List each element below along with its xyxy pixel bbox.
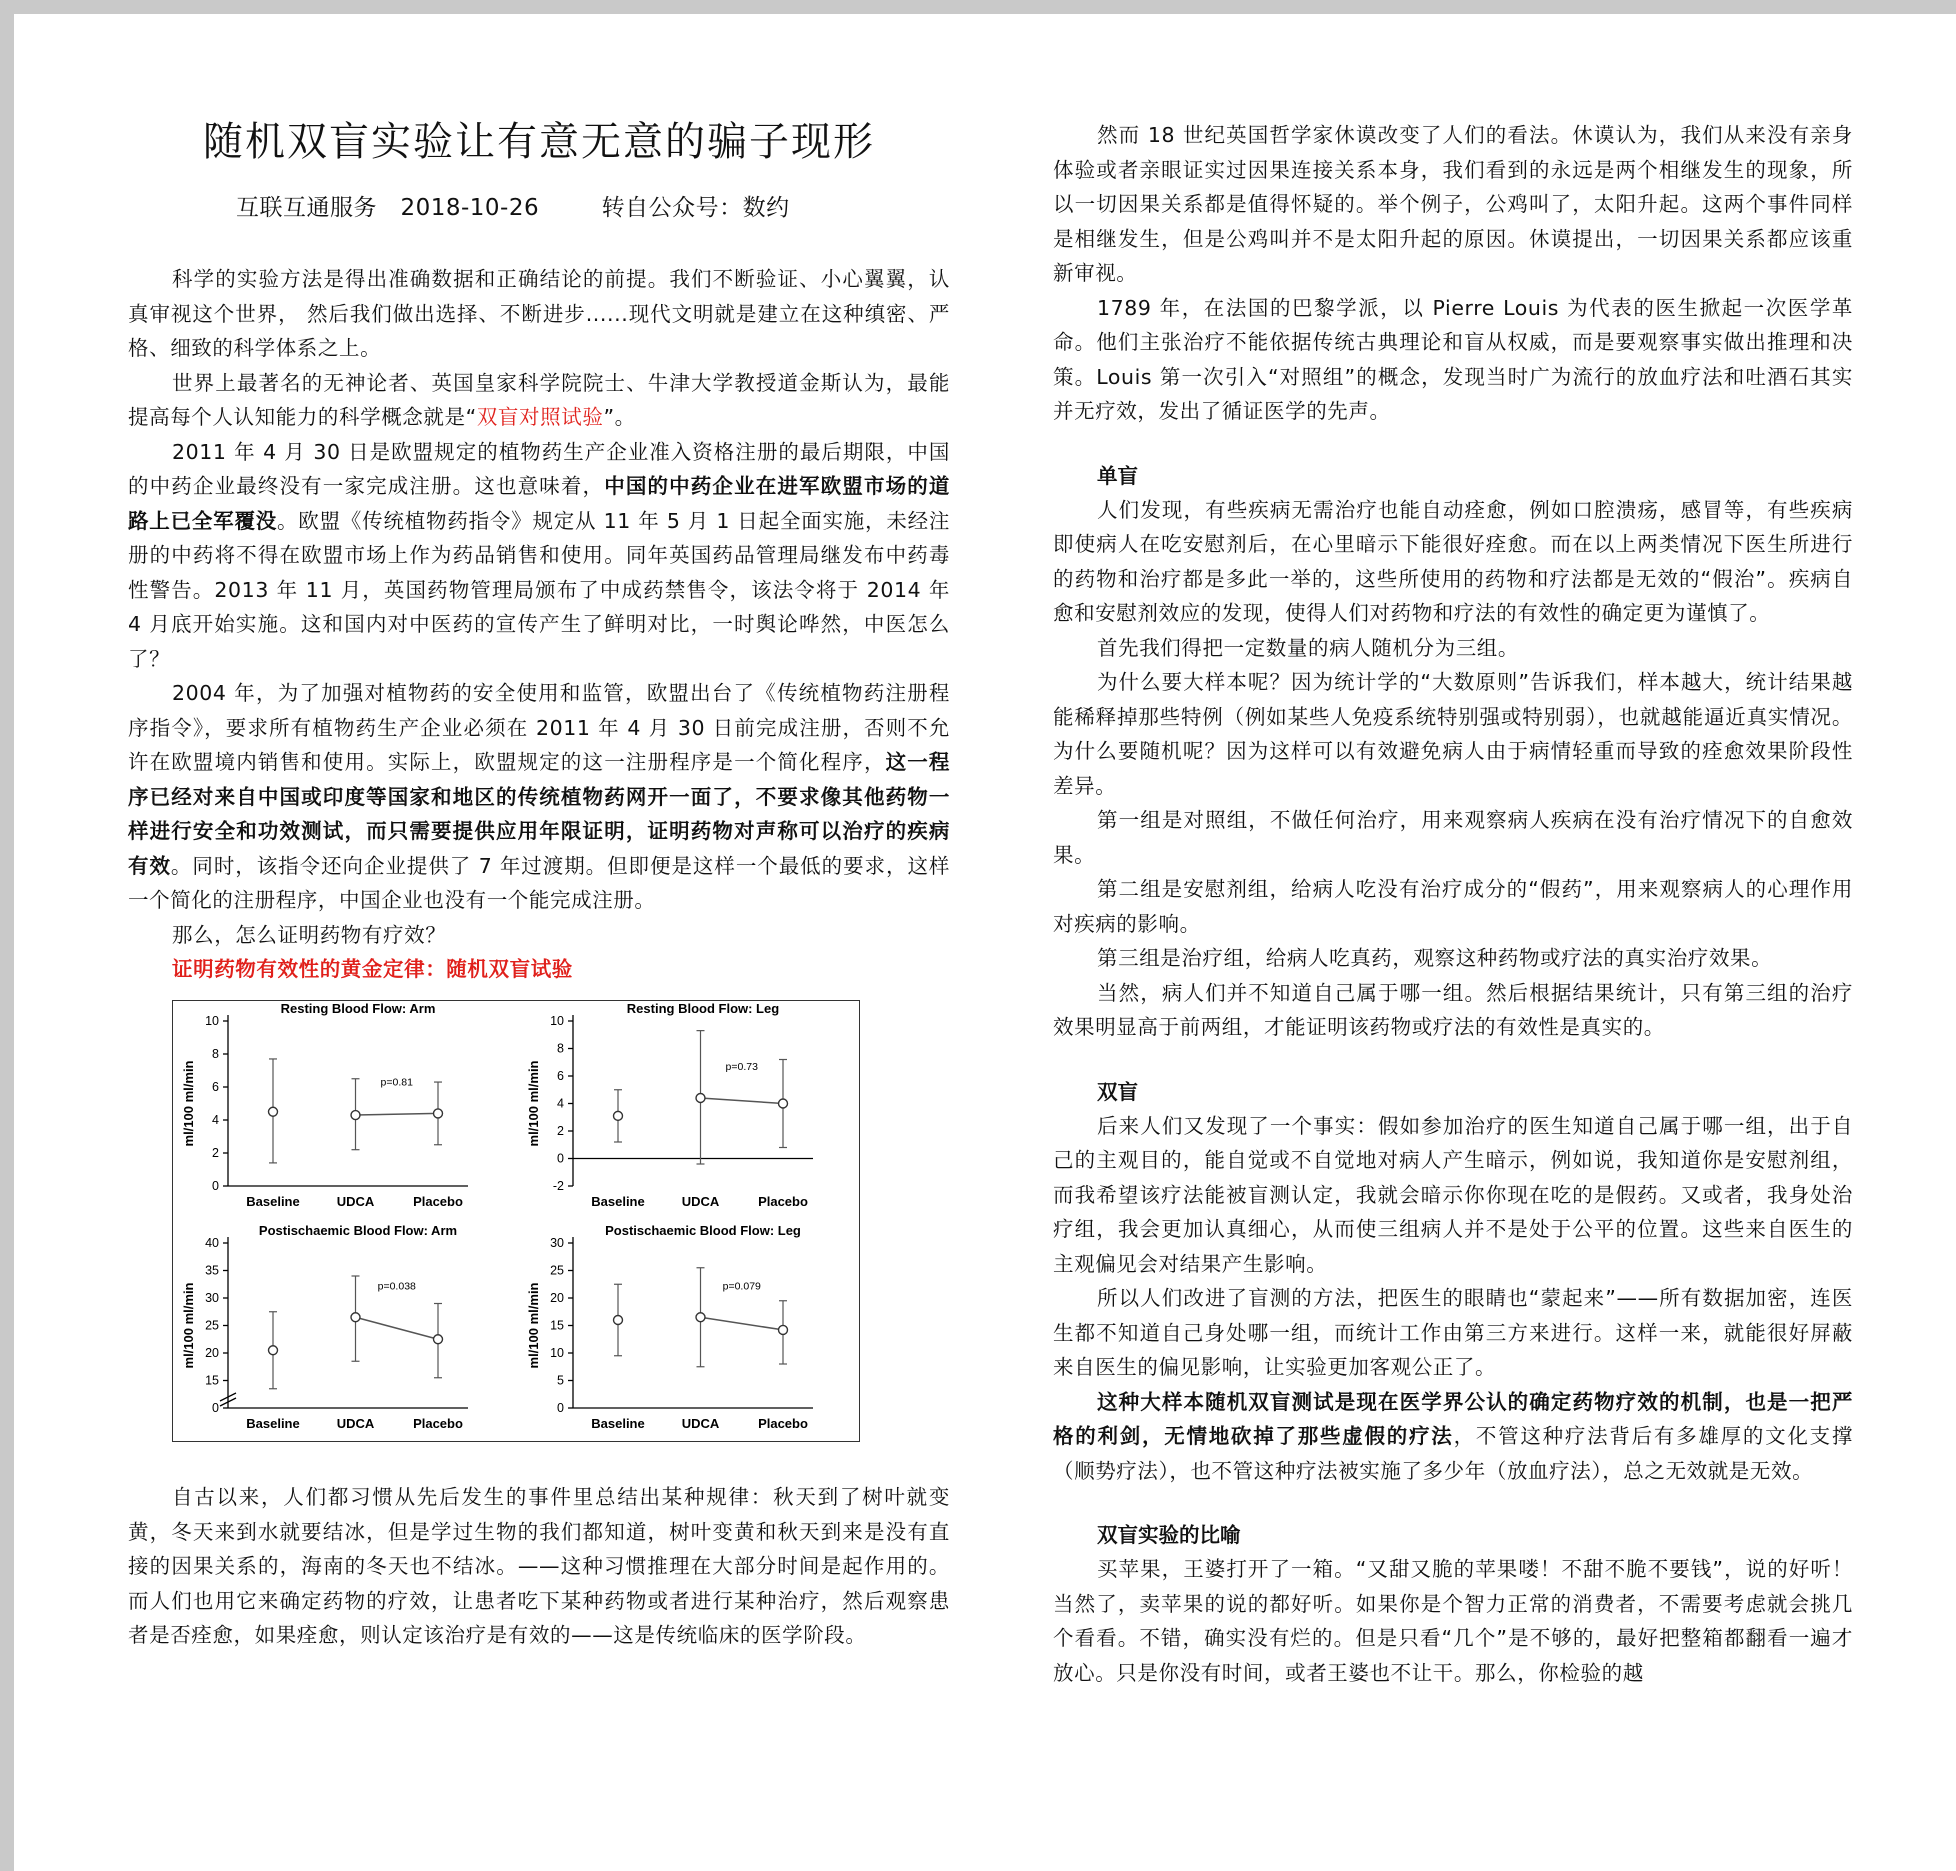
text-run: ，不管这种疗法背后有多雄厚的文化支撑（顺势疗法），也不管这种疗法被实施了多少年（放血疗法），总之无效就是无效。 bbox=[1053, 1424, 1853, 1483]
section-heading-double-blind: 双盲 bbox=[1097, 1079, 1138, 1104]
chart-title: Resting Blood Flow: Arm bbox=[280, 1001, 436, 1016]
y-tick-label: 40 bbox=[205, 1236, 219, 1250]
article-meta bbox=[128, 189, 950, 222]
chart-title: Postischaemic Blood Flow: Leg bbox=[605, 1223, 801, 1238]
y-tick-label: 4 bbox=[557, 1096, 564, 1111]
y-tick-label: 30 bbox=[205, 1291, 219, 1305]
paragraph: 第三组是治疗组，给病人吃真药，观察这种药物或疗法的真实治疗效果。 bbox=[1097, 946, 1773, 970]
source-name: 互联互通服务 bbox=[236, 195, 377, 221]
data-point bbox=[779, 1325, 788, 1334]
x-category-label: Baseline bbox=[591, 1416, 645, 1431]
paragraph: 后来人们又发现了一个事实：假如参加治疗的医生知道自己属于哪一组，出于自己的主观目的，能自觉或不自觉地对病人产生暗示，例如说，我知道你是安慰剂组，而我希望该疗法能被盲测认定，我就会暗示你你现在吃的是假药。又或者，我身处治疗组，我会更加认真细心，从而使三组病人并不是处于公平的位置。这些来自医生的主观偏见会对结果产生影响。 bbox=[1053, 1113, 1853, 1276]
bold-text: 这种大样本随机双盲测试是现在医学界公认的确定药物疗效的机制，也是一把严格的利剑，无情地砍掉了那些虚假的疗法 bbox=[1053, 1389, 1853, 1448]
paragraph bbox=[128, 366, 950, 435]
section-heading-analogy: 双盲实验的比喻 bbox=[1097, 1523, 1241, 1547]
data-point bbox=[434, 1335, 443, 1344]
y-tick-label: 8 bbox=[557, 1041, 564, 1056]
x-category-label: UDCA bbox=[336, 1416, 375, 1431]
x-category-label: Baseline bbox=[591, 1194, 645, 1209]
y-axis-label: ml/100 ml/min bbox=[181, 1282, 196, 1369]
data-point bbox=[614, 1316, 623, 1325]
y-tick-label: 35 bbox=[205, 1263, 219, 1278]
paragraph bbox=[1053, 1385, 1853, 1489]
y-tick-label: 10 bbox=[550, 1014, 564, 1028]
paragraph: 当然，病人们并不知道自己属于哪一组。然后根据结果统计，只有第三组的治疗效果明显高于前两组，才能证明该药物或疗法的有效性是真实的。 bbox=[1053, 980, 1853, 1039]
paragraph: 那么，怎么证明药物有疗效？ bbox=[172, 922, 447, 947]
document-page bbox=[14, 14, 1956, 1871]
paragraph: 然而 18 世纪英国哲学家休谟改变了人们的看法。休谟认为，我们从来没有亲身体验或者亲眼证实过因果连接关系本身，我们看到的永远是两个相继发生的现象，所以一切因果关系都是值得怀疑的。举个例子，公鸡叫了，太阳升起。这两个事件同样是相继发生，但是公鸡叫并不是太阳升起的原因。休谟提出，一切因果关系都应该重新审视。 bbox=[1053, 123, 1853, 285]
connector-line bbox=[701, 1317, 784, 1330]
y-tick-label: 8 bbox=[212, 1047, 219, 1061]
chart-panel bbox=[181, 1001, 468, 1209]
x-category-label: UDCA bbox=[681, 1416, 720, 1431]
left-column bbox=[128, 110, 950, 1653]
publish-date: 2018-10-26 bbox=[400, 195, 540, 221]
x-category-label: UDCA bbox=[681, 1194, 720, 1209]
y-tick-label: -2 bbox=[552, 1179, 564, 1193]
x-category-label: Placebo bbox=[758, 1416, 808, 1431]
y-tick-label: 10 bbox=[550, 1346, 564, 1360]
y-tick-label: 5 bbox=[557, 1373, 564, 1388]
y-tick-label: 10 bbox=[205, 1014, 219, 1028]
x-category-label: Placebo bbox=[413, 1194, 463, 1209]
paragraph: 所以人们改进了盲测的方法，把医生的眼睛也“蒙起来”——所有数据加密，连医生都不知道自己身处哪一组，而统计工作由第三方来进行。这样一来，就能很好屏蔽来自医生的偏见影响，让实验更加客观公正了。 bbox=[1053, 1286, 1853, 1379]
bold-text: 这一程序已经对来自中国或印度等国家和地区的传统植物药网开一面了，不要求像其他药物一样进行安全和功效测试，而只需要提供应用年限证明，证明药物对声称可以治疗的疾病有效 bbox=[128, 750, 950, 878]
paragraph: 首先我们得把一定数量的病人随机分为三组。 bbox=[1097, 635, 1519, 660]
x-category-label: UDCA bbox=[336, 1194, 375, 1209]
highlight-double-blind: 双盲对照试验 bbox=[476, 405, 604, 429]
paragraph bbox=[128, 435, 950, 677]
y-tick-label: 6 bbox=[557, 1069, 564, 1083]
chart-panel bbox=[181, 1223, 468, 1431]
connector-line bbox=[356, 1317, 439, 1339]
y-tick-label: 20 bbox=[205, 1346, 219, 1360]
chart-title: Resting Blood Flow: Leg bbox=[626, 1001, 780, 1016]
data-point bbox=[614, 1111, 623, 1120]
paragraph: 科学的实验方法是得出准确数据和正确结论的前提。我们不断验证、小心翼翼，认真审视这个世界， 然后我们做出选择、不断进步......现代文明就是建立在这种缜密、严格、细致的科学体系之上。 bbox=[128, 267, 950, 360]
y-tick-label: 0 bbox=[212, 1179, 219, 1193]
connector-line bbox=[356, 1113, 439, 1115]
x-category-label: Placebo bbox=[758, 1194, 808, 1209]
data-point bbox=[269, 1346, 278, 1355]
paragraph: 1789 年，在法国的巴黎学派，以 Pierre Louis 为代表的医生掀起一次医学革命。他们主张治疗不能依据传统古典理论和盲从权威，而是要观察事实做出推理和决策。Louis 第一次引入“对照组”的概念，发现当时广为流行的放血疗法和吐酒石其实并无疗效，发出了循证医学的先声。 bbox=[1053, 295, 1853, 423]
connector-line bbox=[701, 1098, 784, 1104]
y-axis-label: ml/100 ml/min bbox=[181, 1060, 196, 1147]
y-tick-label: 15 bbox=[550, 1318, 564, 1333]
y-tick-label: 2 bbox=[212, 1146, 219, 1160]
p-value-label: p=0.079 bbox=[722, 1280, 761, 1293]
right-column bbox=[1053, 118, 1853, 1690]
section-heading-single-blind: 单盲 bbox=[1097, 463, 1138, 488]
y-tick-label: 0 bbox=[212, 1401, 219, 1415]
y-tick-label: 0 bbox=[557, 1401, 564, 1415]
y-axis-label: ml/100 ml/min bbox=[526, 1282, 541, 1369]
red-heading: 证明药物有效性的黄金定律：随机双盲试验 bbox=[172, 957, 573, 981]
paragraph bbox=[128, 676, 950, 918]
y-tick-label: 25 bbox=[205, 1318, 219, 1333]
y-tick-label: 20 bbox=[550, 1291, 564, 1305]
paragraph: 自古以来，人们都习惯从先后发生的事件里总结出某种规律：秋天到了树叶就变黄，冬天来到水就要结冰，但是学过生物的我们都知道，树叶变黄和秋天到来是没有直接的因果关系的，海南的冬天也不结冰。——这种习惯推理在大部分时间是起作用的。而人们也用它来确定药物的疗效，让患者吃下某种药物或者进行某种治疗，然后观察患者是否痊愈，如果痊愈，则认定该治疗是有效的——这是传统临床的医学阶段。 bbox=[128, 1485, 950, 1647]
paragraph: 为什么要大样本呢？因为统计学的“大数原则”告诉我们，样本越大，统计结果越能稀释掉那些特例（例如某些人免疫系统特别强或特别弱），也就越能逼近真实情况。为什么要随机呢？因为这样可以有效避免病人由于病情轻重而导致的痊愈效果阶段性差异。 bbox=[1053, 670, 1853, 798]
data-point bbox=[269, 1107, 278, 1116]
data-point bbox=[696, 1094, 705, 1103]
data-point bbox=[696, 1313, 705, 1322]
p-value-label: p=0.73 bbox=[725, 1061, 758, 1073]
bold-text: 中国的中药企业在进军欧盟市场的道路上已全军覆没 bbox=[128, 474, 950, 533]
y-tick-label: 0 bbox=[557, 1151, 564, 1166]
y-tick-label: 25 bbox=[550, 1263, 564, 1278]
x-category-label: Baseline bbox=[246, 1194, 300, 1209]
data-point bbox=[351, 1111, 360, 1120]
page-title: 随机双盲实验让有意无意的骗子现形 bbox=[203, 119, 875, 165]
chart-panel bbox=[526, 1223, 813, 1431]
blood-flow-figure bbox=[172, 1000, 860, 1442]
text-run: ”。 bbox=[603, 405, 636, 429]
text-run: 世界上最著名的无神论者、英国皇家科学院院士、牛津大学教授道金斯认为，最能提高每个人认知能力的科学概念就是“ bbox=[128, 370, 950, 429]
y-tick-label: 6 bbox=[212, 1080, 219, 1094]
data-point bbox=[351, 1313, 360, 1322]
data-point bbox=[779, 1099, 788, 1108]
y-tick-label: 2 bbox=[557, 1124, 564, 1138]
chart-title: Postischaemic Blood Flow: Arm bbox=[258, 1223, 458, 1238]
text-run: 2004 年，为了加强对植物药的安全使用和监管，欧盟出台了《传统植物药注册程序指令》，要求所有植物药生产企业必须在 2011 年 4 月 30 日前完成注册，否则不允许在欧盟境内销售和使用。实际上，欧盟规定的这一注册程序是一个简化程序， bbox=[128, 681, 950, 774]
y-tick-label: 30 bbox=[550, 1236, 564, 1250]
chart-panel bbox=[526, 1001, 813, 1209]
y-tick-label: 4 bbox=[212, 1113, 219, 1127]
y-axis-label: ml/100 ml/min bbox=[526, 1060, 541, 1147]
paragraph: 买苹果，王婆打开了一箱。“又甜又脆的苹果喽！不甜不脆不要钱”，说的好听！当然了，卖苹果的说的都好听。如果你是个智力正常的消费者，不需要考虑就会挑几个看看。不错，确实没有烂的。但是只看“几个”是不够的，最好把整箱都翻看一遍才放心。只是你没有时间，或者王婆也不让干。那么，你检验的越 bbox=[1053, 1557, 1853, 1685]
text-run: 。欧盟《传统植物药指令》规定从 11 年 5 月 1 日起全面实施，未经注册的中药将不得在欧盟市场上作为药品销售和使用。同年英国药品管理局继发布中药毒性警告。2013 年 11 月，英国药物管理局颁布了中成药禁售令，该法令将于 2014 年 4 月底开始实施。这和国内对中医药的宣传产生了鲜明对比，一时舆论哗然，中医怎么了？ bbox=[128, 508, 950, 671]
paragraph: 人们发现，有些疾病无需治疗也能自动痊愈，例如口腔溃疡，感冒等，有些疾病即使病人在吃安慰剂后，在心里暗示下能很好痊愈。而在以上两类情况下医生所进行的药物和治疗都是多此一举的，这些所使用的药物和疗法都是无效的“假治”。疾病自愈和安慰剂效应的发现，使得人们对药物和疗法的有效性的确定更为谨慎了。 bbox=[1053, 497, 1853, 625]
text-run: 。同时，该指令还向企业提供了 7 年过渡期。但即便是这样一个最低的要求，这样一个简化的注册程序，中国企业也没有一个能完成注册。 bbox=[128, 853, 950, 912]
paragraph: 第一组是对照组，不做任何治疗，用来观察病人疾病在没有治疗情况下的自愈效果。 bbox=[1053, 808, 1853, 867]
text-run: 2011 年 4 月 30 日是欧盟规定的植物药生产企业准入资格注册的最后期限，中国的中药企业最终没有一家完成注册。这也意味着， bbox=[128, 439, 950, 498]
x-category-label: Baseline bbox=[246, 1416, 300, 1431]
p-value-label: p=0.81 bbox=[380, 1076, 413, 1089]
p-value-label: p=0.038 bbox=[377, 1280, 416, 1293]
paragraph: 第二组是安慰剂组，给病人吃没有治疗成分的“假药”，用来观察病人的心理作用对疾病的影响。 bbox=[1053, 877, 1853, 936]
y-tick-label: 15 bbox=[205, 1373, 219, 1388]
data-point bbox=[434, 1109, 443, 1118]
x-category-label: Placebo bbox=[413, 1416, 463, 1431]
reprint-note: 转自公众号：数约 bbox=[601, 195, 790, 221]
